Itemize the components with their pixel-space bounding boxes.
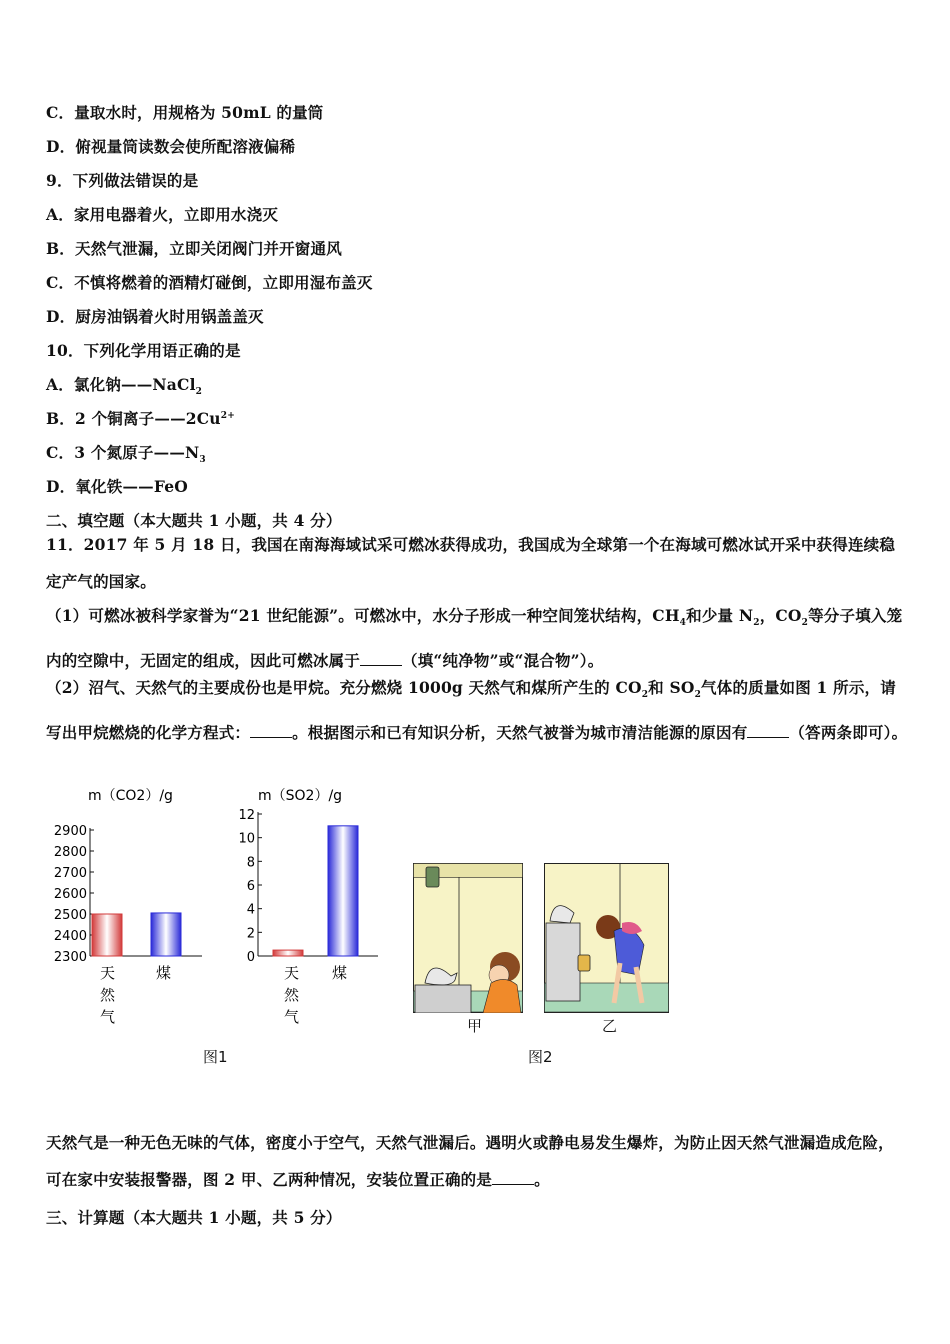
question-10-stem: 10．下列化学用语正确的是 <box>46 341 241 360</box>
co2-y-tick-label: 2600 <box>53 887 87 902</box>
so2-bar-chart <box>228 782 388 1034</box>
co2-y-tick-label: 2900 <box>53 824 87 839</box>
option-c-prev: C．量取水时，用规格为 50mL 的量筒 <box>46 103 324 122</box>
q9-option-c: C．不慎将燃着的酒精灯碰倒，立即用湿布盖灭 <box>46 273 373 292</box>
co2-cat-label-3: 气 <box>100 1008 116 1026</box>
co2-cat-label-1: 天 <box>100 964 116 982</box>
stove-icon <box>415 985 471 1013</box>
q11-part-2: （2）沼气、天然气的主要成份也是甲烷。充分燃烧 1000g 天然气和煤所产生的 $CO_2$和 $SO_2$气体的质量如图 1 所示，请写出甲烷燃烧的化学方程式： 。根据图示和已有知识分析，天然气被誉为城市清洁能源的原因有 （答两条即可）。 <box>46 678 908 743</box>
so2-y-tick-label: 2 <box>246 926 255 942</box>
so2-chart-title: m（SO2）/g <box>258 788 343 804</box>
section-3-heading: 三、计算题（本大题共 1 小题，共 5 分） <box>46 1208 342 1227</box>
figure-2-caption: 图2 <box>528 1048 553 1066</box>
co2-chart-title: m（CO2）/g <box>88 788 173 804</box>
so2-y-tick-label: 12 <box>238 808 255 823</box>
q9-option-d: D．厨房油锅着火时用锅盖盖灭 <box>46 307 264 326</box>
section-2-heading: 二、填空题（本大题共 1 小题，共 4 分） <box>46 511 342 530</box>
q10-option-c: C．3 个氮原子$——N_3$ <box>46 443 206 466</box>
so2-cat-label-1: 天 <box>284 964 300 982</box>
so2-y-tick-label: 8 <box>246 855 255 871</box>
q11-part-1: （1）可燃冰被科学家誉为“21 世纪能源”。可燃冰中，水分子形成一种空间笼状结构，$CH_4$和少量 $N_2$，$CO_2$等分子填入笼内的空隙中，无固定的组成，因此可燃冰属于 （填“纯净物”或“混合物”）。 <box>46 606 903 671</box>
so2-y-tick-label: 0 <box>246 950 255 965</box>
option-d-prev: D．俯视量筒读数会使所配溶液偏稀 <box>46 137 296 156</box>
figure-1-caption: 图1 <box>203 1048 228 1066</box>
co2-y-tick-label: 2500 <box>53 908 87 923</box>
co2-y-tick-label: 2700 <box>53 866 87 881</box>
q10-option-d: D．氧化铁——FeO <box>46 477 188 496</box>
so2-bar-2 <box>328 826 358 956</box>
co2-y-tick-label: 2400 <box>53 929 87 944</box>
figure-2-scene-b <box>544 863 669 1013</box>
stove-icon <box>546 923 580 1001</box>
figure-2-scene-a <box>413 863 523 1013</box>
answer-blank[interactable] <box>492 1172 534 1185</box>
so2-y-tick-label: 4 <box>246 902 255 918</box>
so2-y-tick-label: 6 <box>246 879 255 894</box>
so2-y-tick-label: 10 <box>238 831 255 847</box>
co2-y-tick-label: 2300 <box>53 950 87 965</box>
co2-y-tick-label: 2800 <box>53 845 87 860</box>
q9-option-a: A．家用电器着火，立即用水浇灭 <box>46 205 279 224</box>
answer-blank[interactable] <box>747 725 789 738</box>
q9-option-b: B．天然气泄漏，立即关闭阀门并开窗通风 <box>46 239 342 258</box>
so2-cat-label-3: 气 <box>284 1008 300 1026</box>
co2-cat-label-4: 煤 <box>156 964 172 982</box>
alarm-device-icon <box>578 955 590 971</box>
answer-blank[interactable] <box>250 725 292 738</box>
figure-2-label-a: 甲 <box>467 1017 483 1035</box>
question-9-stem: 9．下列做法错误的是 <box>46 171 199 190</box>
answer-blank[interactable] <box>360 653 402 666</box>
figure-2-label-b: 乙 <box>602 1017 618 1035</box>
co2-bar-2 <box>151 913 181 956</box>
q10-option-a: A．氯化钠——NaCl$_2$ <box>46 375 203 398</box>
co2-cat-label-2: 然 <box>100 986 116 1004</box>
co2-bar-1 <box>92 914 122 956</box>
q11-part-3: 天然气是一种无色无味的气体，密度小于空气，天然气泄漏后。遇明火或静电易发生爆炸，为防止因天然气泄漏造成危险，可在家中安装报警器，图 2 甲、乙两种情况，安装位置正确的是 。 <box>46 1133 894 1189</box>
co2-bar-chart <box>40 782 220 1034</box>
so2-bar-1 <box>273 950 303 956</box>
so2-cat-label-4: 煤 <box>332 964 348 982</box>
alarm-device-icon <box>426 867 439 887</box>
question-11-stem: 11．2017 年 5 月 18 日，我国在南海海域试采可燃冰获得成功，我国成为全球第一个在海域可燃冰试开采中获得连续稳定产气的国家。 <box>46 535 896 591</box>
q10-option-b: B．2 个铜离子$——2Cu^{2+}$ <box>46 409 235 428</box>
so2-cat-label-2: 然 <box>284 986 300 1004</box>
